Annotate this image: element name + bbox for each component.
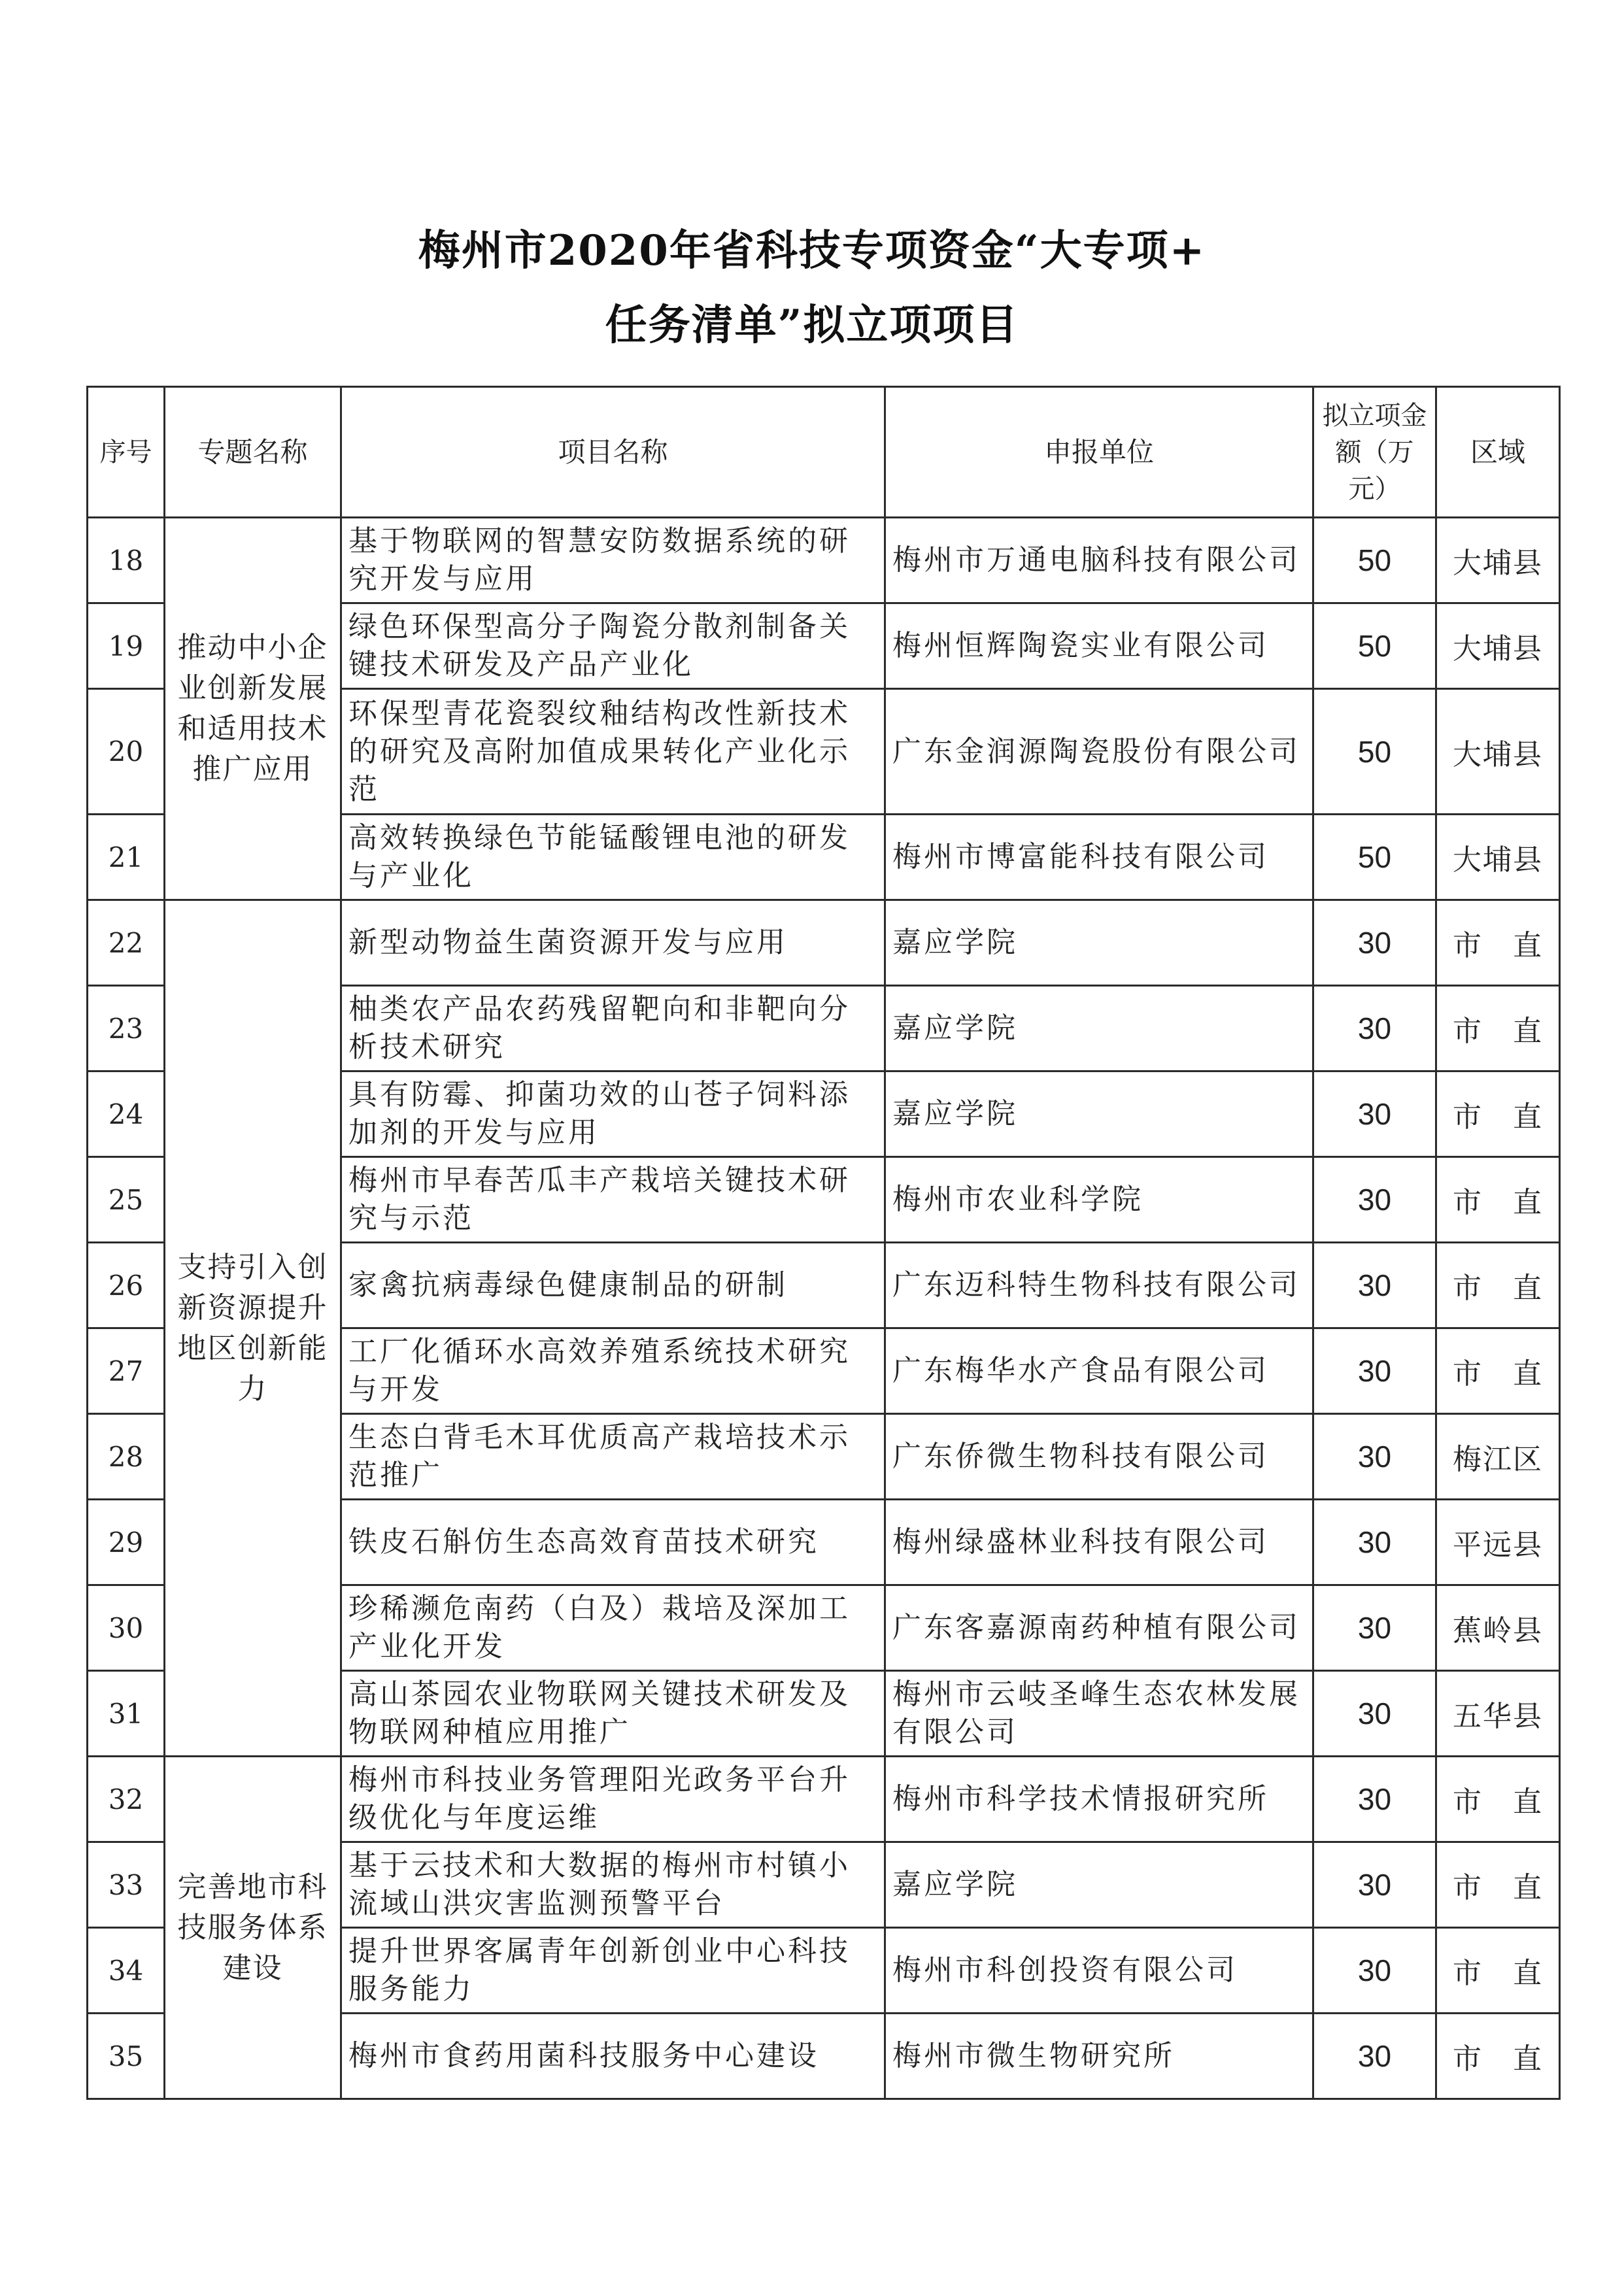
- amount: 30: [1313, 1842, 1436, 1928]
- amount: 30: [1313, 1500, 1436, 1585]
- row-num: 26: [88, 1243, 165, 1328]
- project-name: 提升世界客属青年创新创业中心科技服务能力: [341, 1928, 885, 2014]
- topic-cell: 推动中小企业创新发展和适用技术推广应用: [165, 518, 341, 900]
- region: 大埔县: [1436, 815, 1560, 900]
- project-table: [86, 386, 1561, 2100]
- topic-cell: 完善地市科技服务体系建设: [165, 1757, 341, 2099]
- region: 大埔县: [1436, 603, 1560, 689]
- region: 市 直: [1436, 1842, 1560, 1928]
- row-num: 28: [88, 1414, 165, 1500]
- region: 市 直: [1436, 1157, 1560, 1243]
- row-num: 23: [88, 986, 165, 1071]
- project-name: 环保型青花瓷裂纹釉结构改性新技术的研究及高附加值成果转化产业化示范: [341, 689, 885, 815]
- header-num: 序号: [88, 387, 165, 518]
- amount: 30: [1313, 1157, 1436, 1243]
- row-num: 24: [88, 1071, 165, 1157]
- row-num: 25: [88, 1157, 165, 1243]
- topic-cell: 支持引入创新资源提升地区创新能力: [165, 900, 341, 1757]
- project-name: 新型动物益生菌资源开发与应用: [341, 900, 885, 986]
- amount: 30: [1313, 1757, 1436, 1842]
- project-name: 高效转换绿色节能锰酸锂电池的研发与产业化: [341, 815, 885, 900]
- applicant-unit: 嘉应学院: [885, 1842, 1313, 1928]
- applicant-unit: 梅州市农业科学院: [885, 1157, 1313, 1243]
- project-name: 柚类农产品农药残留靶向和非靶向分析技术研究: [341, 986, 885, 1071]
- row-num: 18: [88, 518, 165, 603]
- header-amount: 拟立项金额（万元）: [1313, 387, 1436, 518]
- row-num: 35: [88, 2014, 165, 2099]
- project-name: 基于物联网的智慧安防数据系统的研究开发与应用: [341, 518, 885, 603]
- document-title-line-2: 任务清单”拟立项项目: [605, 301, 1019, 350]
- table-row: [88, 900, 1560, 986]
- applicant-unit: 梅州市万通电脑科技有限公司: [885, 518, 1313, 603]
- project-name: 高山茶园农业物联网关键技术研发及物联网种植应用推广: [341, 1671, 885, 1757]
- region: 市 直: [1436, 900, 1560, 986]
- row-num: 34: [88, 1928, 165, 2014]
- project-name: 具有防霉、抑菌功效的山苍子饲料添加剂的开发与应用: [341, 1071, 885, 1157]
- applicant-unit: 广东梅华水产食品有限公司: [885, 1328, 1313, 1414]
- project-name: 基于云技术和大数据的梅州市村镇小流域山洪灾害监测预警平台: [341, 1842, 885, 1928]
- amount: 30: [1313, 1585, 1436, 1671]
- header-project: 项目名称: [341, 387, 885, 518]
- table-row: [88, 518, 1560, 603]
- region: 平远县: [1436, 1500, 1560, 1585]
- row-num: 19: [88, 603, 165, 689]
- project-name: 生态白背毛木耳优质高产栽培技术示范推广: [341, 1414, 885, 1500]
- region: 市 直: [1436, 1328, 1560, 1414]
- amount: 30: [1313, 1414, 1436, 1500]
- applicant-unit: 广东金润源陶瓷股份有限公司: [885, 689, 1313, 815]
- header-unit: 申报单位: [885, 387, 1313, 518]
- applicant-unit: 广东客嘉源南药种植有限公司: [885, 1585, 1313, 1671]
- region: 市 直: [1436, 1243, 1560, 1328]
- applicant-unit: 梅州市博富能科技有限公司: [885, 815, 1313, 900]
- applicant-unit: 嘉应学院: [885, 900, 1313, 986]
- project-name: 珍稀濒危南药（白及）栽培及深加工产业化开发: [341, 1585, 885, 1671]
- project-name: 家禽抗病毒绿色健康制品的研制: [341, 1243, 885, 1328]
- table-row: [88, 1757, 1560, 1842]
- project-name: 绿色环保型高分子陶瓷分散剂制备关键技术研发及产品产业化: [341, 603, 885, 689]
- region: 大埔县: [1436, 689, 1560, 815]
- region: 梅江区: [1436, 1414, 1560, 1500]
- project-name: 工厂化循环水高效养殖系统技术研究与开发: [341, 1328, 885, 1414]
- amount: 30: [1313, 1328, 1436, 1414]
- applicant-unit: 嘉应学院: [885, 1071, 1313, 1157]
- region: 市 直: [1436, 1757, 1560, 1842]
- region: 五华县: [1436, 1671, 1560, 1757]
- header-topic: 专题名称: [165, 387, 341, 518]
- project-name: 铁皮石斛仿生态高效育苗技术研究: [341, 1500, 885, 1585]
- row-num: 32: [88, 1757, 165, 1842]
- amount: 30: [1313, 986, 1436, 1071]
- amount: 30: [1313, 1071, 1436, 1157]
- amount: 30: [1313, 1928, 1436, 2014]
- amount: 30: [1313, 2014, 1436, 2099]
- applicant-unit: 梅州绿盛林业科技有限公司: [885, 1500, 1313, 1585]
- row-num: 31: [88, 1671, 165, 1757]
- amount: 30: [1313, 1243, 1436, 1328]
- header-region: 区域: [1436, 387, 1560, 518]
- amount: 50: [1313, 603, 1436, 689]
- applicant-unit: 广东侨微生物科技有限公司: [885, 1414, 1313, 1500]
- project-name: 梅州市食药用菌科技服务中心建设: [341, 2014, 885, 2099]
- applicant-unit: 梅州市微生物研究所: [885, 2014, 1313, 2099]
- region: 大埔县: [1436, 518, 1560, 603]
- amount: 30: [1313, 900, 1436, 986]
- applicant-unit: 嘉应学院: [885, 986, 1313, 1071]
- applicant-unit: 广东迈科特生物科技有限公司: [885, 1243, 1313, 1328]
- project-name: 梅州市早春苦瓜丰产栽培关键技术研究与示范: [341, 1157, 885, 1243]
- row-num: 33: [88, 1842, 165, 1928]
- row-num: 29: [88, 1500, 165, 1585]
- region: 市 直: [1436, 986, 1560, 1071]
- region: 蕉岭县: [1436, 1585, 1560, 1671]
- document-title-line-1: 梅州市2020年省科技专项资金“大专项+: [418, 226, 1206, 275]
- applicant-unit: 梅州恒辉陶瓷实业有限公司: [885, 603, 1313, 689]
- applicant-unit: 梅州市科学技术情报研究所: [885, 1757, 1313, 1842]
- amount: 50: [1313, 815, 1436, 900]
- row-num: 21: [88, 815, 165, 900]
- region: 市 直: [1436, 1928, 1560, 2014]
- applicant-unit: 梅州市云岐圣峰生态农林发展有限公司: [885, 1671, 1313, 1757]
- project-name: 梅州市科技业务管理阳光政务平台升级优化与年度运维: [341, 1757, 885, 1842]
- amount: 50: [1313, 689, 1436, 815]
- applicant-unit: 梅州市科创投资有限公司: [885, 1928, 1313, 2014]
- row-num: 20: [88, 689, 165, 815]
- amount: 30: [1313, 1671, 1436, 1757]
- amount: 50: [1313, 518, 1436, 603]
- row-num: 30: [88, 1585, 165, 1671]
- table-header-row: [88, 387, 1560, 518]
- region: 市 直: [1436, 2014, 1560, 2099]
- row-num: 27: [88, 1328, 165, 1414]
- row-num: 22: [88, 900, 165, 986]
- region: 市 直: [1436, 1071, 1560, 1157]
